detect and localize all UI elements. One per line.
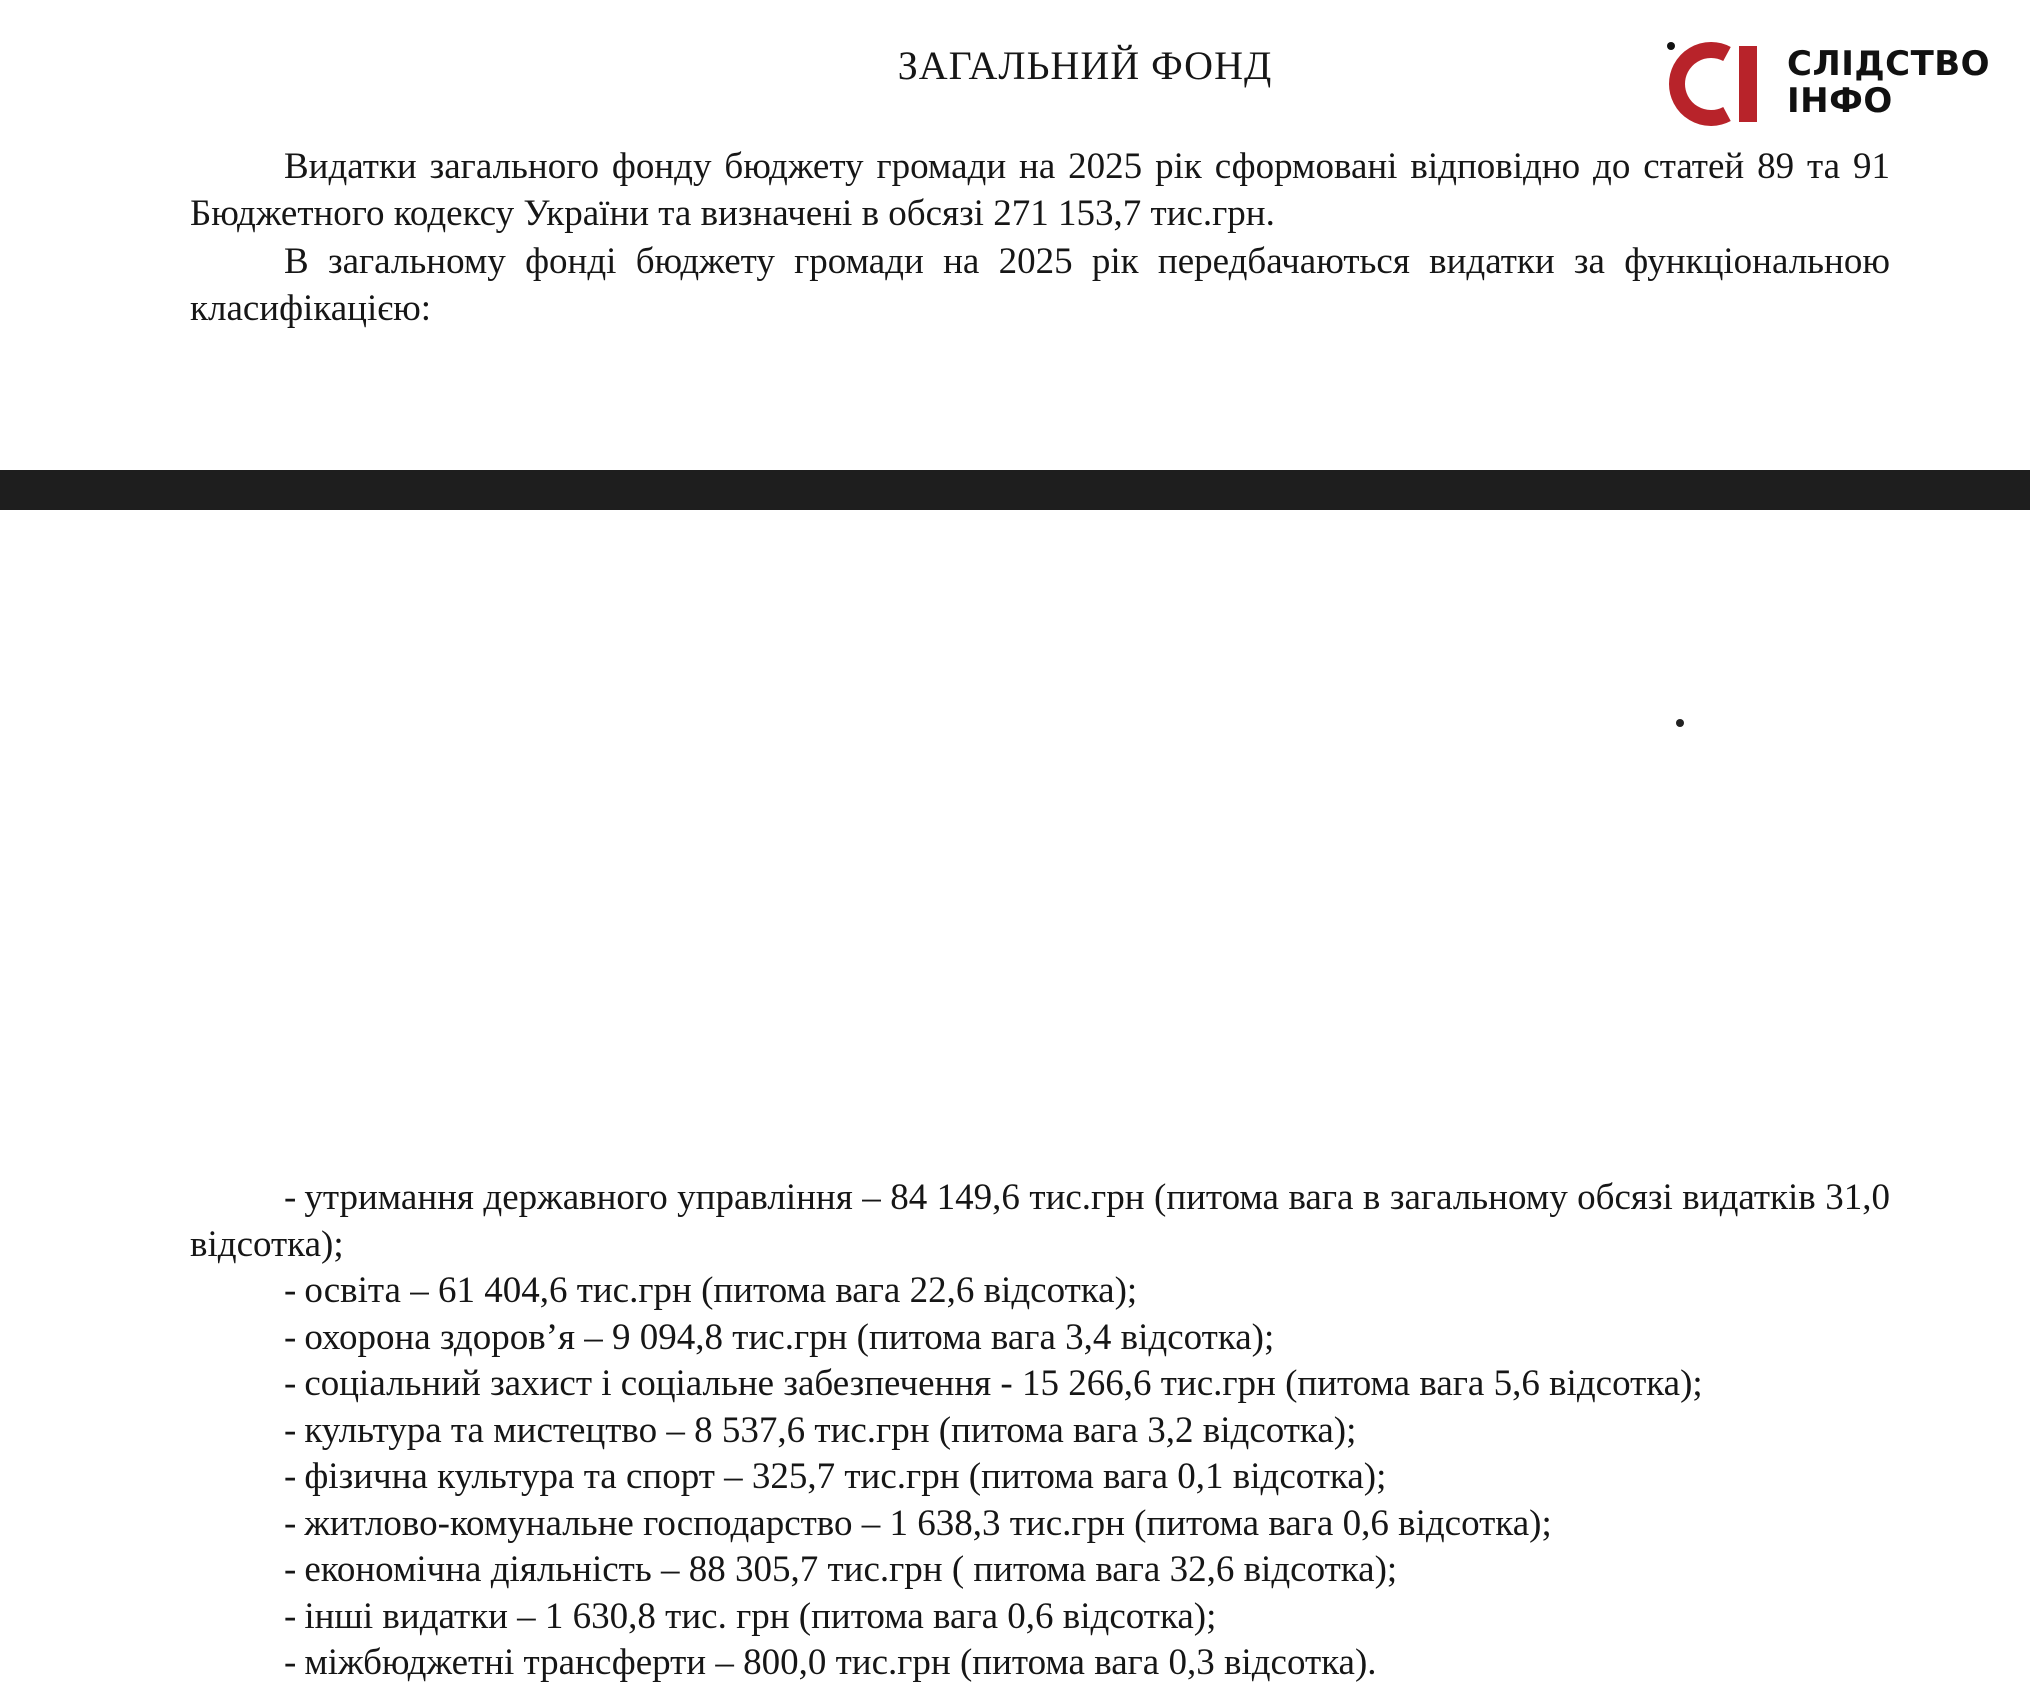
list-item xyxy=(190,1594,1890,1641)
list-item xyxy=(190,1315,1890,1362)
list-item xyxy=(190,1408,1890,1455)
logo-text-line1: СЛІДСТВО xyxy=(1787,44,1991,84)
item-text: освіта – 61 404,6 тис.грн (питома вага 22,6 відсотка); xyxy=(304,1270,1138,1311)
item-text: інші видатки – 1 630,8 тис. грн (питома вага 0,6 відсотка); xyxy=(304,1595,1217,1637)
item-dash: - xyxy=(284,1595,297,1637)
logo-mark-icon xyxy=(1665,40,1775,128)
list-item xyxy=(190,1501,1890,1548)
paragraph-general-fund: Видатки загального фонду бюджету громади на 2025 рік сформовані відповідно до статей 89 та 91 Бюджетного кодексу України та визначені в обсязі 271 153,7 тис.грн. xyxy=(190,146,1890,234)
item-dash: - xyxy=(284,1642,297,1683)
item-dash: - xyxy=(284,1316,297,1358)
paragraph-functional-classification: В загальному фонді бюджету громади на 2025 рік передбачаються видатки за функціональною класифікацією: xyxy=(190,241,1890,329)
item-text: міжбюджетні трансферти – 800,0 тис.грн (питома вага 0,3 відсотка). xyxy=(304,1642,1377,1683)
item-text: житлово-комунальне господарство – 1 638,3 тис.грн (питома вага 0,6 відсотка); xyxy=(304,1502,1552,1544)
item-text: фізична культура та спорт – 325,7 тис.грн (питома вага 0,1 відсотка); xyxy=(304,1456,1387,1497)
item-text: охорона здоров’я – 9 094,8 тис.грн (питома вага 3,4 відсотка); xyxy=(304,1316,1275,1358)
item-text: культура та мистецтво – 8 537,6 тис.грн (питома вага 3,2 відсотка); xyxy=(304,1409,1357,1451)
item-dash: - xyxy=(284,1177,297,1218)
item-dash: - xyxy=(284,1409,297,1451)
item-text: економічна діяльність – 88 305,7 тис.грн ( питома вага 32,6 відсотка); xyxy=(304,1549,1398,1590)
item-dash: - xyxy=(284,1363,297,1404)
list-item xyxy=(190,1454,1890,1501)
list-item xyxy=(190,1175,1890,1268)
list-item xyxy=(190,1361,1890,1408)
logo-text-line2: ІНФО xyxy=(1787,81,1893,121)
top-document-fragment xyxy=(0,0,2030,470)
item-dash: - xyxy=(284,1456,297,1497)
item-dash: - xyxy=(284,1549,297,1590)
expenditure-list xyxy=(190,1175,1890,1687)
item-dash: - xyxy=(284,1270,297,1311)
black-divider-bar xyxy=(0,470,2030,510)
list-item xyxy=(190,1640,1890,1687)
bottom-document-fragment xyxy=(0,510,2030,1683)
list-item xyxy=(190,1547,1890,1594)
page-title: ЗАГАЛЬНИЙ ФОНД xyxy=(897,43,1273,88)
item-dash: - xyxy=(284,1502,297,1544)
scan-speck xyxy=(1676,719,1684,727)
item-text: утримання державного управління – 84 149,6 тис.грн (питома вага в загальному обсязі видатків 31,0 відсотка); xyxy=(190,1177,1890,1265)
slidstvo-info-logo xyxy=(1665,40,2005,130)
list-item xyxy=(190,1268,1890,1315)
item-text: соціальний захист і соціальне забезпечення - 15 266,6 тис.грн (питома вага 5,6 відсотка); xyxy=(304,1363,1703,1404)
logo-text xyxy=(1787,46,1990,120)
